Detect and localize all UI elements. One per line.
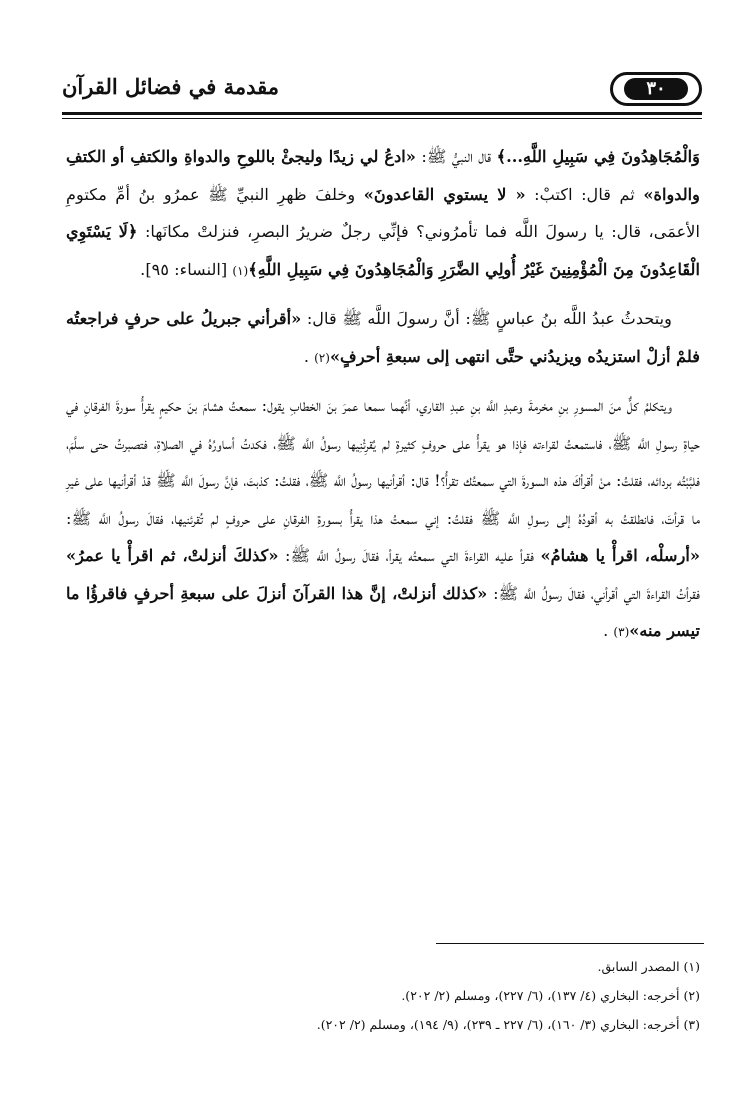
quoted-text: «كذلك أنزلتْ، إنَّ هذا القرآنَ أنزلَ على سبعةِ أحرفٍ فاقرؤُا ما تيسر منه» <box>66 583 700 640</box>
page-number: ٣٠ <box>624 78 688 100</box>
text-run: ثم قال: اكتبْ: <box>525 184 644 204</box>
footnote-ref: (٣) <box>613 625 630 639</box>
text-run: . <box>303 346 315 366</box>
footnote: (٣) أخرجه: البخاري (٣/ ١٦٠)، (٦/ ٢٢٧ ـ ٢٣٩)، (٩/ ١٩٤)، ومسلم (٢/ ٢٠٢). <box>316 1017 700 1032</box>
running-title: مقدمة في فضائل القرآن <box>62 74 279 99</box>
text-run: [النساء: ٩٥]. <box>140 259 233 279</box>
text-run: فقرأ عليه القراءةَ التي سمعتُه يقرأ، فقالَ رسولُ اللَّه ﷺ: <box>278 546 541 565</box>
footnote: (٢) أخرجه: البخاري (٤/ ١٣٧)، (٦/ ٢٢٧)، ومسلم (٢/ ٢٠٢). <box>401 988 700 1003</box>
text-run: قال النبيُّ ﷺ: <box>415 147 497 166</box>
paragraph <box>66 138 700 290</box>
footnote-ref: (١) <box>232 263 249 278</box>
main-text <box>66 138 700 662</box>
footnotes <box>66 952 700 1039</box>
quoted-text: «ادعُ لي زيدًا وليجئْ باللوحِ والدواةِ والكتفِ أو الكتفِ والدواة» <box>66 147 700 204</box>
header-rule-thin <box>62 118 702 119</box>
text-run: فقرأتُ القراءةَ التي أقرأني، فقالَ رسولُ اللَّه ﷺ: <box>487 583 700 603</box>
quoted-text: « لا يستوي القاعدونَ» <box>363 184 526 204</box>
text-run: ويتحدثُ عبدُ اللَّه بنُ عباسٍ ﷺ: أنَّ رسولَ اللَّه ﷺ قال: <box>301 309 673 328</box>
footnote-ref: (٢) <box>314 350 330 365</box>
text-run: . <box>603 621 614 640</box>
paragraph <box>66 300 700 377</box>
footnote-separator <box>436 943 704 944</box>
paragraph <box>66 387 700 652</box>
page-header <box>62 66 702 116</box>
text-run: وخلفَ ظهرِ النبيِّ ﷺ عمرُو بنُ أمِّ مكتومِ الأعمَى، قال: يا رسولَ اللَّه فما تأمرُوني؟ فإنِّي رجلٌ ضريرُ البصرِ، فنزلتْ مكانَها: <box>66 184 701 241</box>
quoted-text: «أرسلْه، اقرأْ يا هشامُ» <box>540 546 700 565</box>
quoted-text: «أقرأني جبريلُ على حرفٍ فراجعتُه فلمْ أزلْ استزيدُه ويزيدُني حتَّى انتهى إلى سبعةِ أحرفٍ» <box>66 309 700 366</box>
page-number-badge <box>610 72 702 106</box>
quoted-text: «كذلكَ أنزلتْ، ثم اقرأْ يا عمرُ» <box>66 546 279 565</box>
header-rule <box>62 112 702 115</box>
quoted-text: ﴿لَا يَسْتَوِي الْقَاعِدُونَ مِنَ الْمُؤْمِنِينَ غَيْرُ أُولِي الضَّرَرِ وَالْمُجَاهِدُونَ فِي سَبِيلِ اللَّهِ﴾ <box>66 222 700 279</box>
quoted-text: وَالْمُجَاهِدُونَ فِي سَبِيلِ اللَّهِ...﴾ <box>496 147 700 166</box>
footnote: (١) المصدر السابق. <box>597 959 700 974</box>
text-run: ويتكلمُ كلٌّ منَ المسورِ بنِ مخرمةَ وعبدِ اللَّه بنِ عبدِ القاري، أنَّهما سمعا عمرَ بنَ الخطابِ يقول: سمعتُ هشامَ بنَ حكيمٍ يقرأُ سورةَ الفرقانِ في حياةِ رسولِ اللَّه ﷺ، فاستمعتُ لقراءته فإذا هو يقرأُ على حروفٍ كثيرةٍ لم يُقرِئْنِيها رسولُ اللَّه ﷺ، فكدتُ أساورُهُ في الصلاةِ، فتصبرتُ حتى سلَّمَ، فلبَّبْتُه بردائه، فقلتُ: منْ أقرأكَ هذه السورةَ التي سمعتُك تقرأُ؟! قال: أقرأنيها رسولُ اللَّه ﷺ، فقلتُ: كذبتَ، فإنَّ رسولَ اللَّه ﷺ قدْ أقرأنيها على غيرِ ما قرأتَ، فانطلقتُ به أقودُهُ إلى رسولِ اللَّه ﷺ فقلتُ: إني سمعتُ هذا يقرأُ بسورةِ الفرقانِ على حروفٍ لم تُقرئنيها، فقالَ رسولُ اللَّه ﷺ: <box>66 396 700 528</box>
